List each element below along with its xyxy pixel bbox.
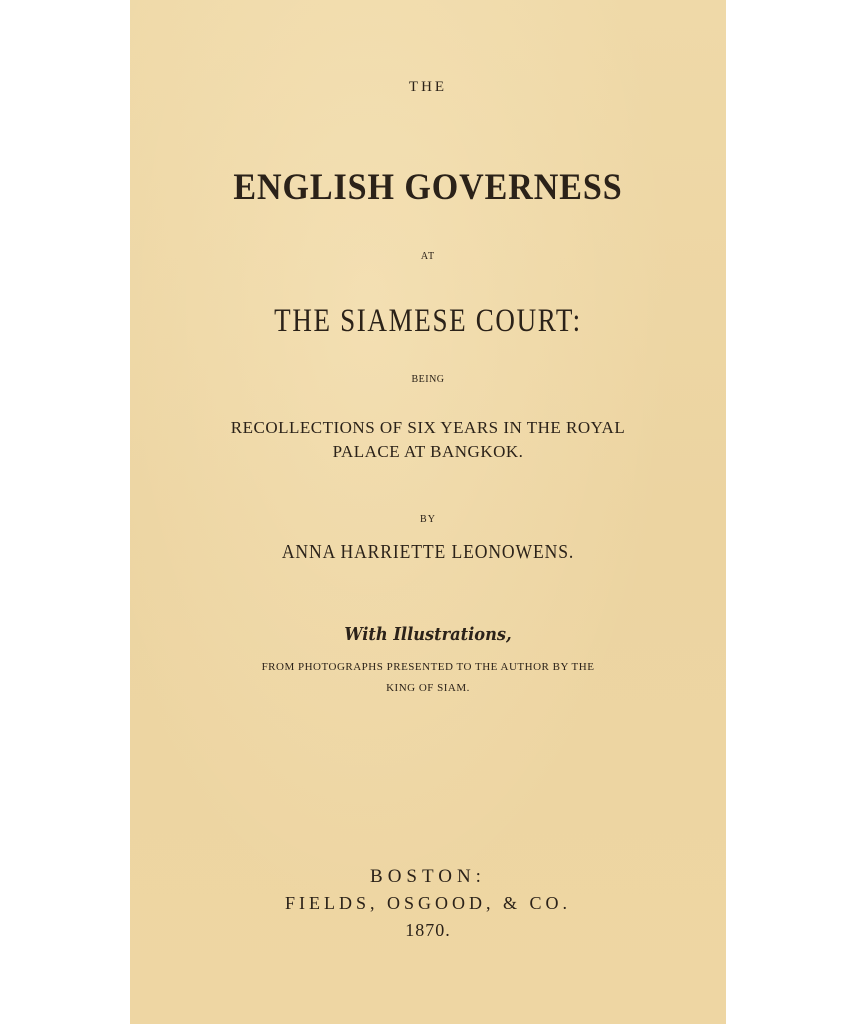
subtitle-line-2: PALACE AT BANGKOK.	[332, 442, 524, 461]
title-connector-at: AT	[420, 251, 436, 262]
main-title-continued: THE SIAMESE COURT:	[274, 303, 582, 339]
book-title-page	[130, 0, 726, 1024]
title-article: THE	[408, 79, 448, 95]
imprint-city: BOSTON:	[370, 866, 486, 887]
illustrations-note-line-2: KING OF SIAM.	[386, 682, 470, 694]
author-name: ANNA HARRIETTE LEONOWENS.	[281, 541, 575, 563]
imprint-year: 1870.	[405, 920, 451, 940]
author-connector-by: BY	[420, 514, 436, 525]
illustrations-heading: With Illustrations,	[344, 624, 512, 645]
subtitle-connector-being: BEING	[411, 374, 445, 385]
subtitle-line-1: RECOLLECTIONS OF SIX YEARS IN THE ROYAL	[230, 418, 626, 437]
imprint-publisher: FIELDS, OSGOOD, & CO.	[284, 893, 572, 913]
illustrations-note	[130, 657, 726, 699]
subtitle	[130, 416, 726, 464]
illustrations-note-line-1: FROM PHOTOGRAPHS PRESENTED TO THE AUTHOR BY THE	[261, 661, 595, 673]
main-title: ENGLISH GOVERNESS	[233, 167, 623, 208]
